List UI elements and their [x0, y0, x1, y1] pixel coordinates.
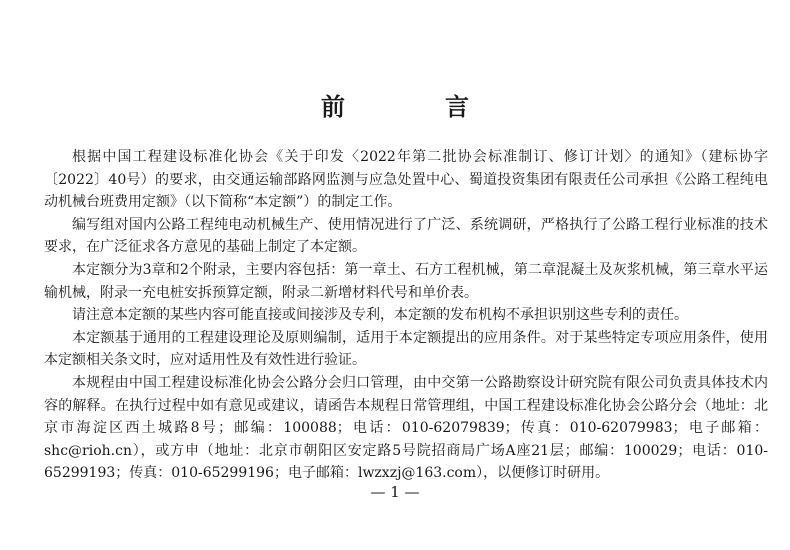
- paragraph: 编写组对国内公路工程纯电动机械生产、使用情况进行了广泛、系统调研，严格执行了公路工程行业标准的技术要求，在广泛征求各方意见的基础上制定了本定额。: [44, 216, 768, 256]
- paragraph: 本定额分为3章和2个附录，主要内容包括：第一章土、石方工程机械，第二章混凝土及灰浆机械，第三章水平运输机械，附录一充电桩安拆预算定额，附录二新增材料代号和单价表。: [44, 261, 768, 301]
- paragraph: 本定额基于通用的工程建设理论及原则编制，适用于本定额提出的应用条件。对于某些特定专项应用条件，使用本定额相关条文时，应对适用性及有效性进行验证。: [44, 329, 768, 369]
- paragraph: 本规程由中国工程建设标准化协会公路分会归口管理，由中交第一公路勘察设计研究院有限公司负责具体技术内容的解释。在执行过程中如有意见或建议，请函告本规程日常管理组，中国工程建设标准化协会公路分会（地址：北京市海淀区西土城路8号；邮编：100088；电话：010-62079839；传真：010-62079983；电子邮箱：shc@rioh.cn），或方申（地址：北京市朝阳区安定路5号院招商局广场A座21层；邮编：100029；电话：010-65299193；传真：010-65299196；电子邮箱：lwzxzj@163.com），以便修订时研用。: [44, 374, 768, 482]
- paragraph: 请注意本定额的某些内容可能直接或间接涉及专利，本定额的发布机构不承担识别这些专利的责任。: [72, 307, 688, 324]
- paragraph: 根据中国工程建设标准化协会《关于印发〈2022年第二批协会标准制订、修订计划〉的通知》（建标协字〔2022〕40号）的要求，由交通运输部路网监测与应急处置中心、蜀道投资集团有限责任公司承担《公路工程纯电动机械台班费用定额》（以下简称“本定额”）的制定工作。: [44, 149, 768, 211]
- page-number: — 1 —: [370, 483, 420, 501]
- page-title: 前 言: [321, 93, 507, 121]
- body-text: [44, 146, 768, 485]
